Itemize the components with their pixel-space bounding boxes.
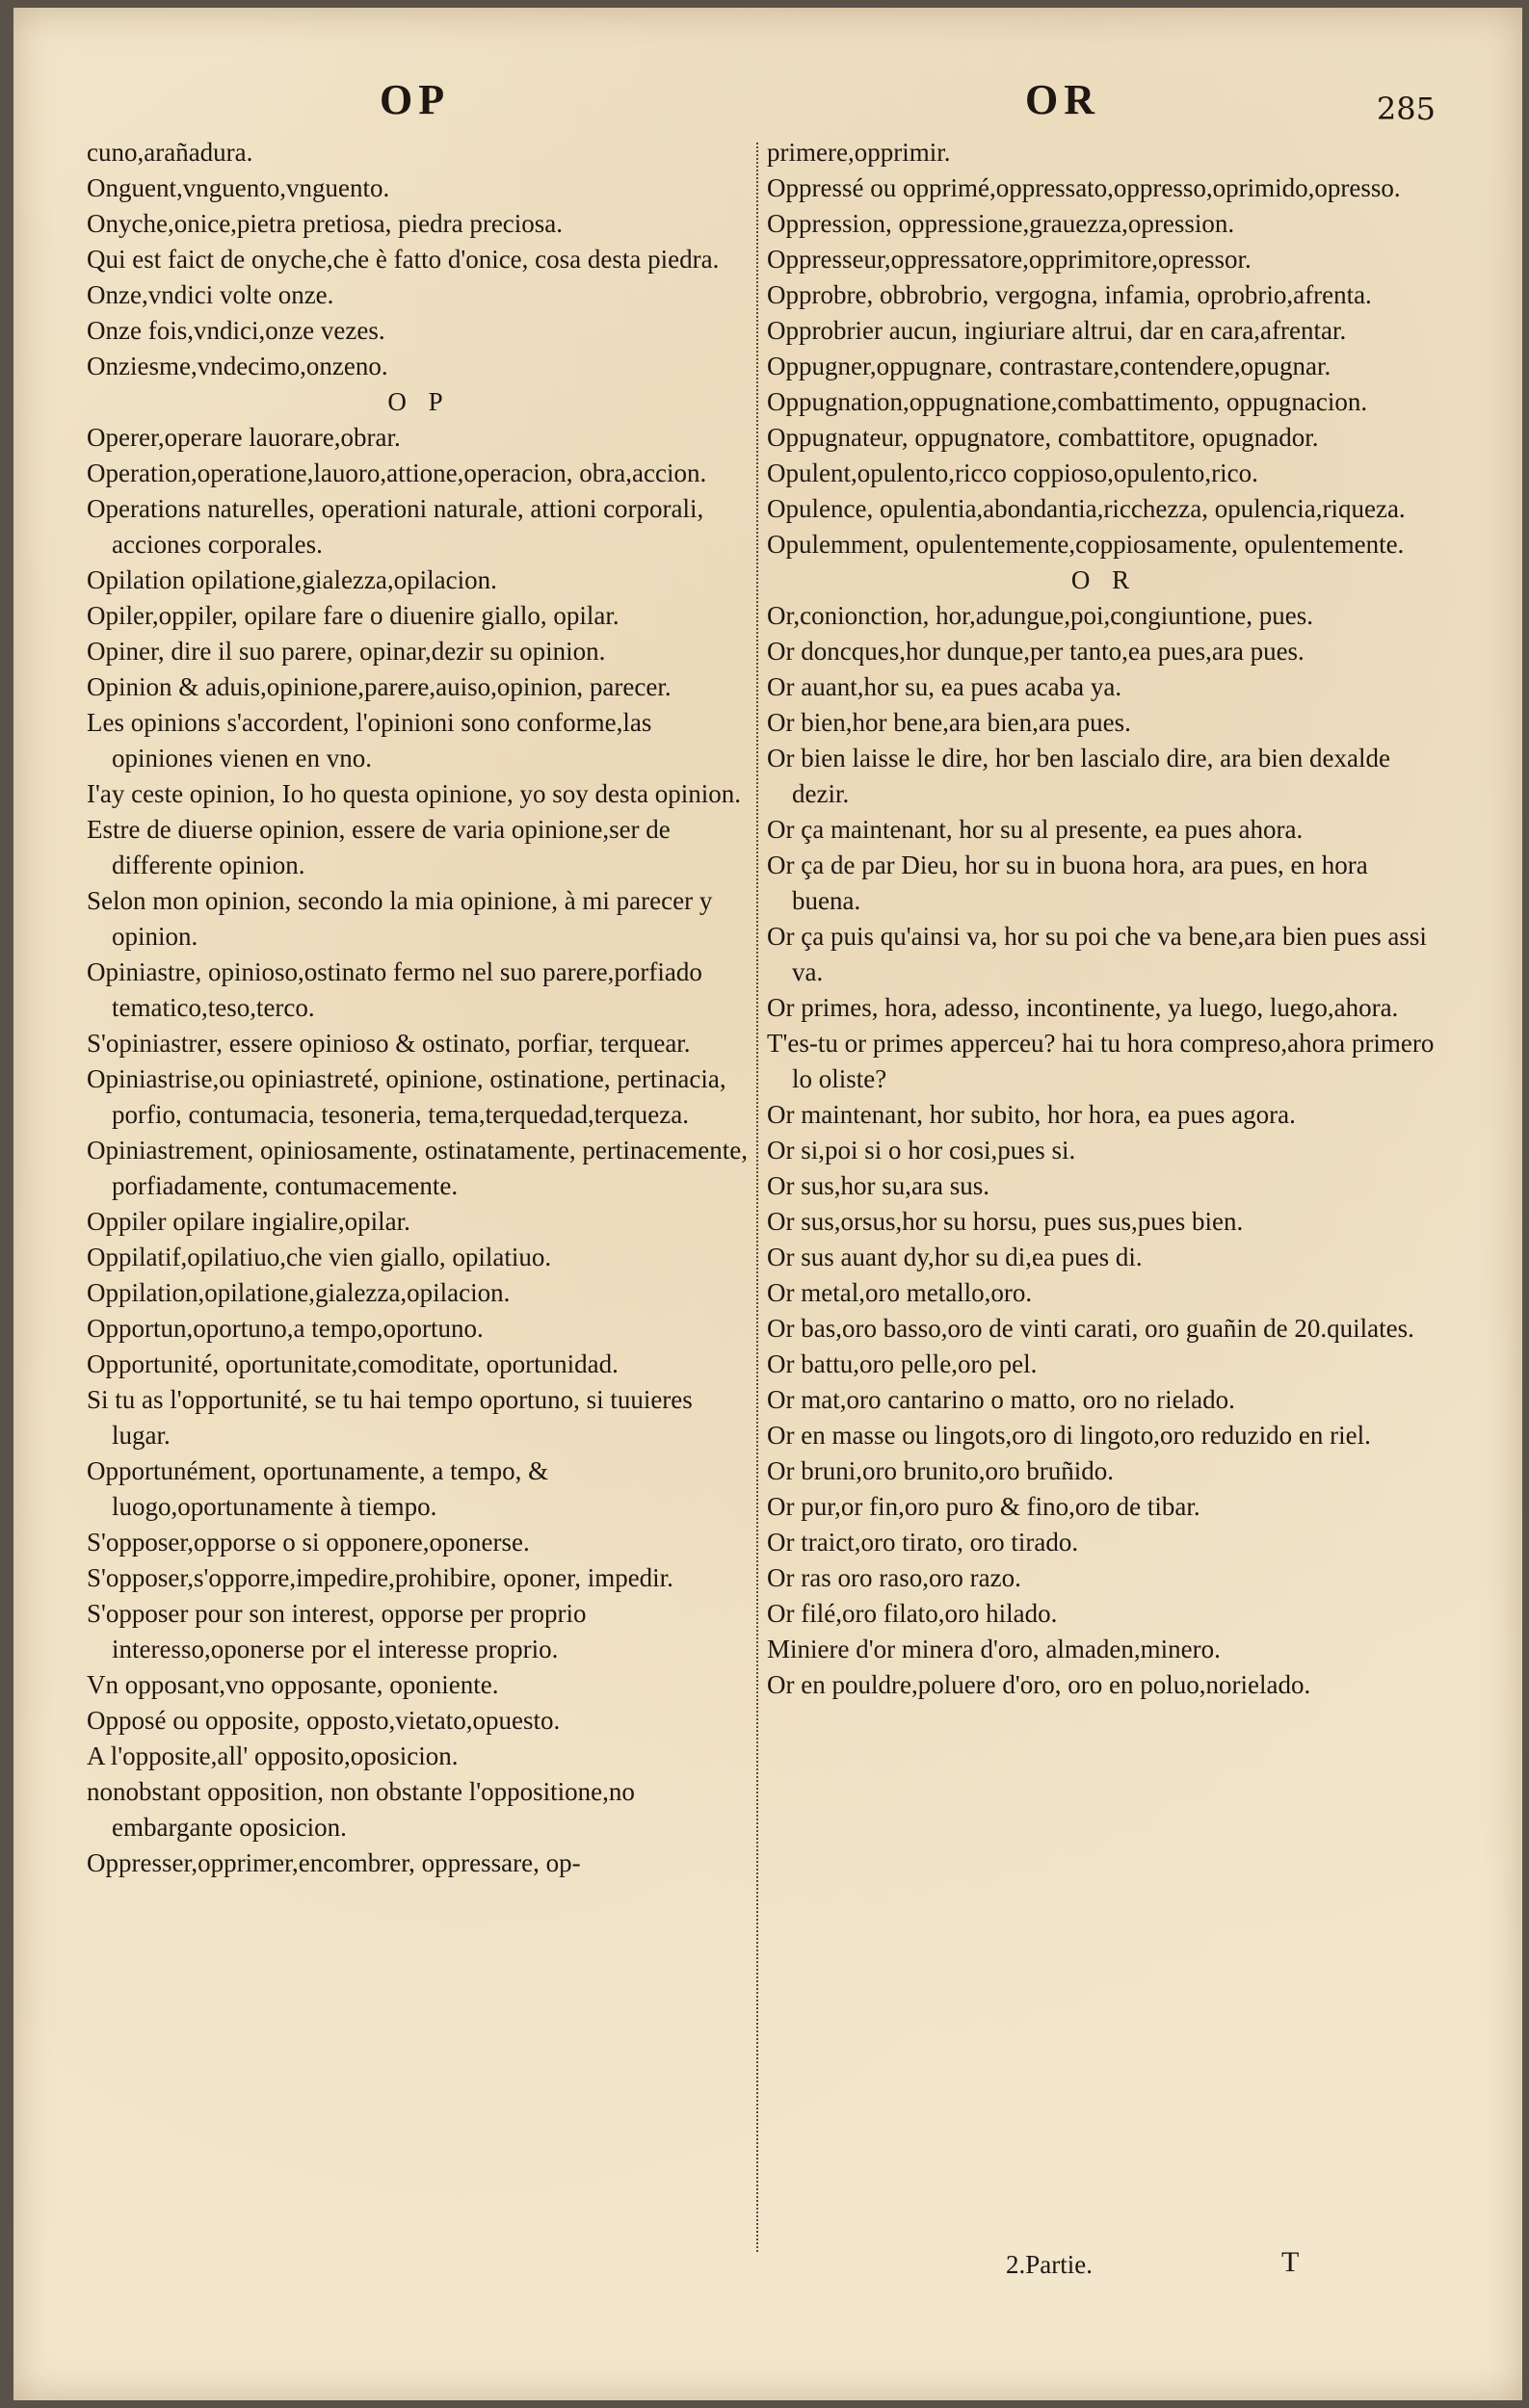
dictionary-entry: Opportun,oportuno,a tempo,oportuno. <box>87 1314 484 1343</box>
dictionary-entry: Or ça maintenant, hor su al presente, ea pues ahora. <box>767 815 1304 844</box>
dictionary-entry: Or bien laisse le dire, hor ben lascialo dire, ara bien dexalde dezir. <box>767 744 1390 808</box>
dictionary-entry: nonobstant opposition, non obstante l'oppositione,no embargante oposicion. <box>87 1777 635 1842</box>
dictionary-entry: Or auant,hor su, ea pues acaba ya. <box>767 672 1122 701</box>
dictionary-entry: T'es-tu or primes apperceu? hai tu hora compreso,ahora primero lo oliste? <box>767 1029 1435 1093</box>
dictionary-entry: Or ça de par Dieu, hor su in buona hora, ara pues, en hora buena. <box>767 851 1368 915</box>
dictionary-entry: Opulemment, opulentemente,coppiosamente, opulentemente. <box>767 530 1405 559</box>
dictionary-entry: Or ça puis qu'ainsi va, hor su poi che va bene,ara bien pues assi va. <box>767 922 1427 986</box>
dictionary-entry: Or sus,hor su,ara sus. <box>767 1171 989 1200</box>
dictionary-entry: Or en masse ou lingots,oro di lingoto,oro reduzido en riel. <box>767 1421 1371 1450</box>
dictionary-entry: Or primes, hora, adesso, incontinente, ya luego, luego,ahora. <box>767 993 1399 1022</box>
dictionary-entry: Oppression, oppressione,grauezza,opression. <box>767 209 1235 238</box>
dictionary-entry: primere,opprimir. <box>767 138 951 167</box>
dictionary-entry: Or,conionction, hor,adungue,poi,congiuntione, pues. <box>767 601 1313 630</box>
dictionary-entry: Or sus,orsus,hor su horsu, pues sus,pues bien. <box>767 1207 1244 1236</box>
dictionary-entry: Or bien,hor bene,ara bien,ara pues. <box>767 708 1131 737</box>
dictionary-entry: S'opposer,s'opporre,impedire,prohibire, oponer, impedir. <box>87 1563 673 1592</box>
dictionary-entry: Opiner, dire il suo parere, opinar,dezir su opinion. <box>87 637 606 666</box>
section-heading: O R <box>1070 565 1138 594</box>
dictionary-entry: Si tu as l'opportunité, se tu hai tempo oportuno, si tuuieres lugar. <box>87 1385 693 1450</box>
dictionary-entry: Oppresseur,oppressatore,opprimitore,opressor. <box>767 245 1252 274</box>
dictionary-entry: Opiniastre, opinioso,ostinato fermo nel suo parere,porfiado tematico,teso,terco. <box>87 957 702 1022</box>
dictionary-entry: Or metal,oro metallo,oro. <box>767 1278 1033 1307</box>
dictionary-entry: Oppilatif,opilatiuo,che vien giallo, opilatiuo. <box>87 1243 552 1271</box>
dictionary-entry: Oppresser,opprimer,encombrer, oppressare, op- <box>87 1848 581 1877</box>
dictionary-entry: Onguent,vnguento,vnguento. <box>87 173 390 202</box>
dictionary-entry: Les opinions s'accordent, l'opinioni sono conforme,las opiniones vienen en vno. <box>87 708 652 772</box>
column-divider <box>756 143 758 2252</box>
signature-mark: 2.Partie. <box>1006 2250 1093 2279</box>
dictionary-entry: Operations naturelles, operationi naturale, attioni corporali, acciones corporales. <box>87 494 704 559</box>
dictionary-entry: Or pur,or fin,oro puro & fino,oro de tibar. <box>767 1492 1200 1521</box>
dictionary-entry: Or traict,oro tirato, oro tirado. <box>767 1528 1079 1557</box>
dictionary-entry: Or si,poi si o hor cosi,pues si. <box>767 1136 1076 1165</box>
dictionary-entry: Or filé,oro filato,oro hilado. <box>767 1599 1058 1628</box>
dictionary-entry: Onziesme,vndecimo,onzeno. <box>87 352 388 380</box>
dictionary-entry: Opiler,oppiler, opilare fare o diuenire giallo, opilar. <box>87 601 620 630</box>
dictionary-entry: Opposé ou opposite, opposto,vietato,opuesto. <box>87 1706 561 1735</box>
dictionary-entry: Operation,operatione,lauoro,attione,operacion, obra,accion. <box>87 458 707 487</box>
dictionary-entry: Opportunément, oportunamente, a tempo, & luogo,oportunamente à tiempo. <box>87 1456 549 1521</box>
dictionary-entry: Or bas,oro basso,oro de vinti carati, oro guañin de 20.quilates. <box>767 1314 1414 1343</box>
dictionary-entry: Oppugnation,oppugnatione,combattimento, oppugnacion. <box>767 387 1368 416</box>
dictionary-entry: I'ay ceste opinion, Io ho questa opinione, yo soy desta opinion. <box>87 779 741 808</box>
dictionary-entry: Oppugner,oppugnare, contrastare,contendere,opugnar. <box>767 352 1331 380</box>
dictionary-entry: Opiniastrise,ou opiniastreté, opinione, ostinatione, pertinacia, porfio, contumacia, tesoneria, tema,terquedad,terqueza. <box>87 1064 726 1129</box>
dictionary-entry: Or sus auant dy,hor su di,ea pues di. <box>767 1243 1143 1271</box>
dictionary-entry: Opprobre, obbrobrio, vergogna, infamia, oprobrio,afrenta. <box>767 280 1372 309</box>
dictionary-entry: Opportunité, oportunitate,comoditate, oportunidad. <box>87 1349 619 1378</box>
dictionary-entry: Oppiler opilare ingialire,opilar. <box>87 1207 410 1236</box>
dictionary-entry: Or battu,oro pelle,oro pel. <box>767 1349 1038 1378</box>
dictionary-entry: Oppilation,opilatione,gialezza,opilacion. <box>87 1278 511 1307</box>
section-heading: O P <box>387 387 451 416</box>
dictionary-entry: Qui est faict de onyche,che è fatto d'onice, cosa desta piedra. <box>87 245 720 274</box>
dictionary-entry: Or en pouldre,poluere d'oro, oro en poluo,norielado. <box>767 1670 1311 1699</box>
left-column <box>87 135 751 1881</box>
dictionary-page <box>13 8 1522 2400</box>
dictionary-entry: Operer,operare lauorare,obrar. <box>87 423 401 452</box>
dictionary-entry: Oppugnateur, oppugnatore, combattitore, opugnador. <box>767 423 1319 452</box>
right-column <box>767 135 1441 1703</box>
dictionary-entry: Opprobrier aucun, ingiuriare altrui, dar en cara,afrentar. <box>767 316 1347 345</box>
dictionary-entry: Opulent,opulento,ricco coppioso,opulento,rico. <box>767 458 1258 487</box>
dictionary-entry: Vn opposant,vno opposante, oponiente. <box>87 1670 499 1699</box>
dictionary-entry: Onze fois,vndici,onze vezes. <box>87 316 385 345</box>
dictionary-entry: Or doncques,hor dunque,per tanto,ea pues,ara pues. <box>767 637 1305 666</box>
dictionary-entry: Miniere d'or minera d'oro, almaden,minero. <box>767 1635 1221 1663</box>
dictionary-entry: S'opposer pour son interest, opporse per proprio interesso,oponerse por el interesse proprio. <box>87 1599 587 1663</box>
dictionary-entry: Onyche,onice,pietra pretiosa, piedra preciosa. <box>87 209 564 238</box>
dictionary-entry: Opiniastrement, opiniosamente, ostinatamente, pertinacemente, porfiadamente, contumacemente. <box>87 1136 749 1200</box>
dictionary-entry: Opilation opilatione,gialezza,opilacion. <box>87 565 497 594</box>
dictionary-entry: Opulence, opulentia,abondantia,ricchezza, opulencia,riqueza. <box>767 494 1406 523</box>
dictionary-entry: Or maintenant, hor subito, hor hora, ea pues agora. <box>767 1100 1296 1129</box>
dictionary-entry: Opinion & aduis,opinione,parere,auiso,opinion, parecer. <box>87 672 672 701</box>
page-number: 285 <box>1376 91 1436 127</box>
dictionary-entry: Onze,vndici volte onze. <box>87 280 334 309</box>
dictionary-entry: S'opiniastrer, essere opinioso & ostinato, porfiar, terquear. <box>87 1029 691 1058</box>
dictionary-entry: Oppressé ou opprimé,oppressato,oppresso,oprimido,opresso. <box>767 173 1401 202</box>
dictionary-entry: Estre de diuerse opinion, essere de varia opinione,ser de differente opinion. <box>87 815 671 879</box>
dictionary-entry: Or mat,oro cantarino o matto, oro no rielado. <box>767 1385 1235 1414</box>
dictionary-entry: S'opposer,opporse o si opponere,oponerse. <box>87 1528 530 1557</box>
dictionary-entry: Selon mon opinion, secondo la mia opinione, à mi parecer y opinion. <box>87 886 713 951</box>
catchword-mark: T <box>1281 2246 1300 2278</box>
right-running-head: OR <box>1025 76 1100 123</box>
left-running-head: OP <box>380 76 451 123</box>
dictionary-entry: A l'opposite,all' opposito,oposicion. <box>87 1741 459 1770</box>
dictionary-entry: Or ras oro raso,oro razo. <box>767 1563 1021 1592</box>
dictionary-entry: cuno,arañadura. <box>87 138 253 167</box>
dictionary-entry: Or bruni,oro brunito,oro bruñido. <box>767 1456 1114 1485</box>
